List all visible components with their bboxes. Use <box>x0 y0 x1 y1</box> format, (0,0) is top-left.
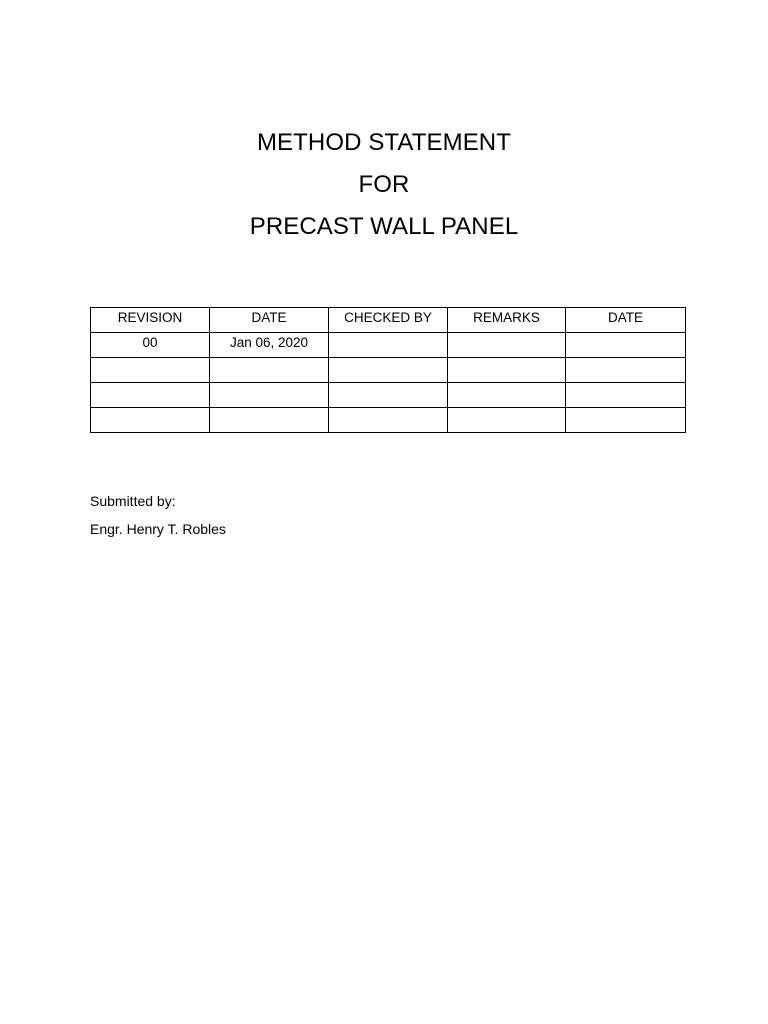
table-cell <box>329 358 448 383</box>
table-header-row <box>91 308 686 333</box>
submitted-by-label: Submitted by: <box>90 493 176 509</box>
table-cell <box>91 383 210 408</box>
revision-table <box>90 307 686 433</box>
header-date: DATE <box>210 308 329 333</box>
table-cell <box>448 408 566 433</box>
table-cell <box>566 383 686 408</box>
table-cell <box>210 358 329 383</box>
title-line-3: PRECAST WALL PANEL <box>249 213 519 240</box>
table-cell <box>448 358 566 383</box>
table-row <box>91 408 686 433</box>
table-row <box>91 333 686 358</box>
header-remarks: REMARKS <box>448 308 566 333</box>
table-cell <box>210 408 329 433</box>
table-row <box>91 358 686 383</box>
table-cell <box>329 408 448 433</box>
table-row <box>91 383 686 408</box>
header-checked-by: CHECKED BY <box>329 308 448 333</box>
document-title <box>0 122 768 248</box>
table-cell <box>448 383 566 408</box>
table-cell <box>329 383 448 408</box>
table-cell <box>210 383 329 408</box>
submitter-name: Engr. Henry T. Robles <box>90 521 226 537</box>
table-cell <box>91 408 210 433</box>
table-cell <box>448 333 566 358</box>
table-cell: Jan 06, 2020 <box>210 333 329 358</box>
table-cell <box>566 358 686 383</box>
title-line-2: FOR <box>358 171 410 198</box>
header-date-2: DATE <box>566 308 686 333</box>
table-cell <box>566 333 686 358</box>
table-cell <box>566 408 686 433</box>
table-cell <box>91 358 210 383</box>
title-line-1: METHOD STATEMENT <box>256 129 512 156</box>
table-cell: 00 <box>91 333 210 358</box>
header-revision: REVISION <box>91 308 210 333</box>
table-cell <box>329 333 448 358</box>
